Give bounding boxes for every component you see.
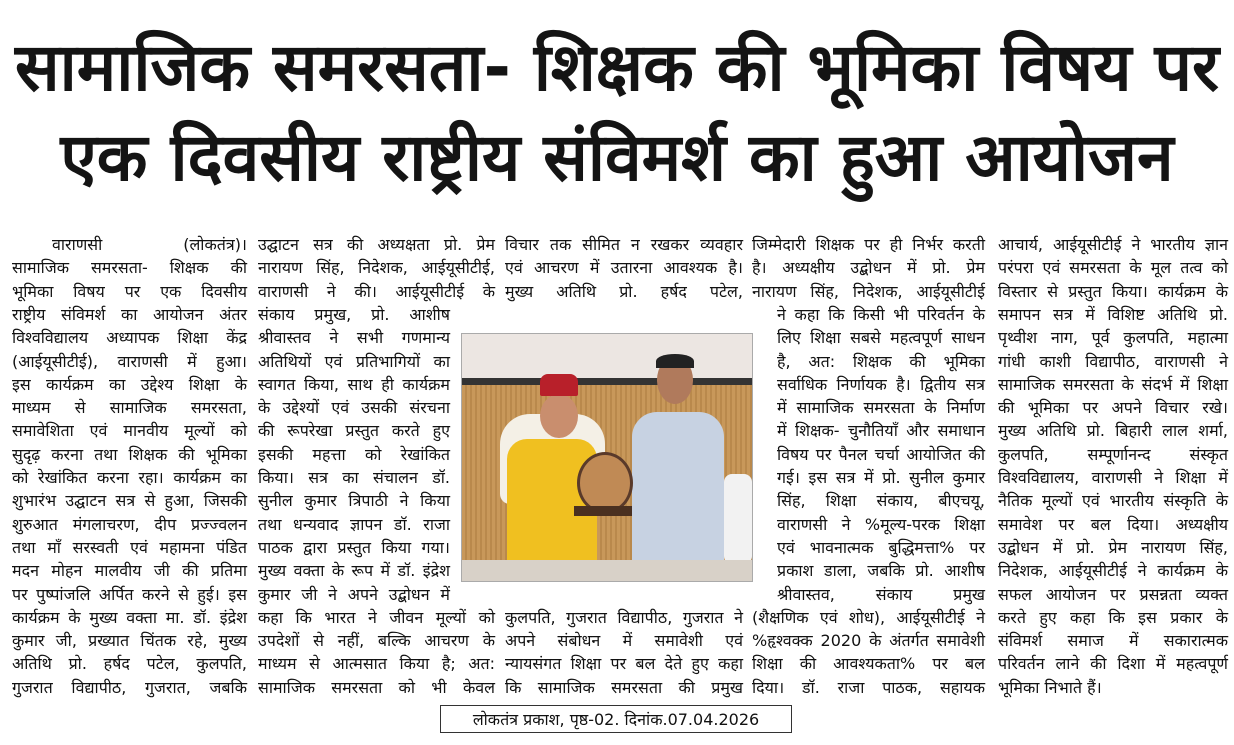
text-line: वाराणसी ने की। आईयूसीटीई के	[258, 281, 495, 301]
text-line: माध्यम से आत्मसात किया है; अत:	[258, 654, 495, 674]
text-line: भूमिका निभाते हैं।	[998, 677, 1102, 697]
text-line: संकाय प्रमुख, प्रो. आशीष	[258, 304, 450, 324]
guest-head	[540, 394, 578, 438]
text-line: है, अत: शिक्षक की भूमिका	[777, 351, 985, 371]
text-line: (आईयूसीटीई), वाराणसी में हुआ।	[12, 351, 247, 371]
event-photo	[461, 333, 753, 582]
text-line: शुरुआत मंगलाचरण, दीप प्रज्ज्वलन	[12, 514, 247, 534]
text-line: गई। इस सत्र में प्रो. सुनील कुमार	[777, 468, 985, 487]
text-line: गांधी काशी विद्यापीठ, वाराणसी ने	[998, 351, 1228, 371]
text-line: शिक्षा की आवश्यकता% पर बल	[752, 654, 985, 674]
text-line: कहा कि भारत ने जीवन मूल्यों को	[258, 607, 495, 627]
text-line: श्रीवास्तव, संकाय प्रमुख	[777, 584, 985, 604]
text-line: की भूमिका पर अपने विचार रखे।	[998, 398, 1228, 418]
text-line: समावेश पर बल दिया। अध्यक्षीय	[998, 514, 1228, 534]
text-line: कुमार जी, प्रख्यात चिंतक रहे, मुख्य	[12, 631, 247, 651]
text-line: करते हुए कहा कि इस प्रकार के	[998, 607, 1228, 627]
text-line: किया। सत्र का संचालन डॉ.	[258, 468, 450, 487]
chair	[724, 474, 752, 564]
text-line: सुनील कुमार त्रिपाठी ने किया	[258, 491, 450, 511]
text-line: में सामाजिक समरसता के निर्माण	[777, 398, 985, 418]
text-line: इसकी महत्ता को रेखांकित	[258, 444, 450, 464]
text-line: मदन मोहन मालवीय जी की प्रतिमा	[12, 561, 247, 581]
table	[462, 560, 752, 581]
text-line: के उद्देश्यों एवं उसकी संरचना	[258, 398, 450, 418]
text-line: तथा माँ सरस्वती एवं महामना पंडित	[12, 537, 247, 557]
text-line: नैतिक मूल्यों एवं भारतीय संस्कृति के	[998, 491, 1228, 511]
headline-line-2: एक दिवसीय राष्ट्रीय संविमर्श का हुआ आयोजन	[60, 119, 1174, 196]
text-line: नारायण सिंह, निदेशक, आईयूसीटीई,	[258, 258, 495, 278]
text-line: सामाजिक समरसता को भी केवल	[258, 677, 495, 697]
text-line: एवं आचरण में उतारना आवश्यक है।	[505, 258, 743, 278]
text-line: अतिथियों एवं प्रतिभागियों का	[258, 351, 450, 371]
text-line: लिए शिक्षा सबसे महत्वपूर्ण साधन	[777, 328, 985, 348]
text-line: उद्बोधन में प्रो. प्रेम नारायण सिंह,	[998, 537, 1228, 557]
text-line: अतिथि प्रो. हर्षद पटेल, कुलपति,	[12, 654, 247, 674]
projector-screen	[462, 334, 752, 385]
text-line: में शिक्षक- चुनौतियाँ और समाधान	[777, 421, 985, 441]
text-line: विस्तार से प्रस्तुत किया। कार्यक्रम के	[998, 281, 1228, 301]
text-line: कार्यक्रम के मुख्य वक्ता मा. डॉ. इंद्रेश	[12, 607, 247, 627]
text-line: नारायण सिंह, निदेशक, आईयूसीटीई	[752, 281, 985, 301]
text-line: ने कहा कि किसी भी परिवर्तन के	[777, 304, 985, 324]
text-line: %हृश्वक्क 2020 के अंतर्गत समावेशी	[752, 631, 985, 651]
guest-cap	[540, 374, 578, 396]
text-line: सामाजिक समरसता के संदर्भ में शिक्षा	[998, 374, 1228, 394]
text-line: परिवर्तन लाने की दिशा में महत्वपूर्ण	[998, 654, 1228, 674]
text-line: को रेखांकित करना रहा। कार्यक्रम का	[12, 468, 247, 487]
text-line: भूमिका विषय पर एक दिवसीय	[12, 281, 247, 301]
text-line: शुभारंभ उद्घाटन सत्र से हुआ, जिसकी	[12, 491, 247, 511]
headline-line-1: सामाजिक समरसता- शिक्षक की भूमिका विषय पर	[15, 29, 1219, 106]
text-line: माध्यम से सामाजिक समरसता,	[12, 398, 247, 418]
text-line: विषय पर पैनल चर्चा आयोजित की	[777, 444, 985, 464]
text-line: सफल आयोजन पर प्रसन्नता व्यक्त	[998, 584, 1228, 604]
host-hair	[656, 354, 694, 368]
text-line: मुख्य अतिथि प्रो. बिहारी लाल शर्मा,	[998, 421, 1228, 441]
text-line: कुलपति, गुजरात विद्यापीठ, गुजरात ने	[505, 607, 743, 627]
text-line: विचार तक सीमित न रखकर व्यवहार	[505, 235, 743, 254]
text-line: मुख्य अतिथि प्रो. हर्षद पटेल,	[505, 281, 743, 301]
host-figure	[632, 412, 724, 567]
text-line: (शैक्षणिक एवं शोध), आईयूसीटीई ने	[752, 607, 985, 627]
text-line: सामाजिक समरसता- शिक्षक की	[12, 258, 247, 278]
text-line: उपदेशों से नहीं, बल्कि आचरण के	[258, 631, 495, 651]
text-line: सिंह, शिक्षा संकाय, बीएचयू,	[777, 491, 985, 511]
text-line: जिम्मेदारी शिक्षक पर ही निर्भर करती	[752, 235, 985, 254]
text-line: प्रकाश डाला, जबकि प्रो. आशीष	[777, 561, 985, 581]
text-line: उद्घाटन सत्र की अध्यक्षता प्रो. प्रेम	[258, 235, 495, 254]
text-line: पर पुष्पांजलि अर्पित करने से हुई। इस	[12, 584, 247, 604]
text-line: राष्ट्रीय संविमर्श का आयोजन अंतर	[12, 304, 247, 324]
text-line: कुमार जी ने अपने उद्बोधन में	[258, 584, 450, 604]
text-line: मुख्य वक्ता के रूप में डॉ. इंद्रेश	[258, 561, 450, 581]
text-line: की रूपरेखा प्रस्तुत करते हुए	[258, 421, 450, 441]
text-line: पृथ्वीश नाग, पूर्व कुलपति, महात्मा	[998, 328, 1228, 348]
text-line: इस कार्यक्रम का उद्देश्य शिक्षा के	[12, 374, 247, 394]
text-line: कुलपति, सम्पूर्णानन्द संस्कृत	[998, 444, 1228, 464]
text-line: श्रीवास्तव ने सभी गणमान्य	[258, 328, 450, 348]
text-line: सुदृढ़ करना तथा शिक्षक की भूमिका	[12, 444, 247, 464]
text-line: परंपरा एवं समरसता के मूल तत्व को	[998, 258, 1228, 278]
text-line: अपने संबोधन में समावेशी एवं	[505, 631, 743, 651]
text-line: समावेशिता एवं मानवीय मूल्यों को	[12, 421, 247, 441]
text-line: दिया। डॉ. राजा पाठक, सहायक	[752, 677, 985, 697]
text-line: विश्वविद्यालय, वाराणसी ने शिक्षा में	[998, 468, 1228, 487]
text-line: पाठक द्वारा प्रस्तुत किया गया।	[258, 537, 450, 557]
text-line: आचार्य, आईयूसीटीई ने भारतीय ज्ञान	[998, 235, 1228, 254]
source-caption: लोकतंत्र प्रकाश, पृष्ठ-02. दिनांक.07.04.2026	[440, 705, 792, 733]
text-line: एवं भावनात्मक बुद्धिमत्ता% पर	[777, 537, 985, 557]
text-line: कि सामाजिक समरसता की प्रमुख	[505, 677, 743, 697]
text-line: वाराणसी ने %मूल्य-परक शिक्षा	[777, 514, 985, 534]
text-line: विश्वविद्यालय अध्यापक शिक्षा केंद्र	[12, 328, 247, 348]
text-line: वाराणसी (लोकतंत्र)।	[52, 235, 247, 254]
text-line: है। अध्यक्षीय उद्बोधन में प्रो. प्रेम	[752, 258, 985, 278]
text-line: समापन सत्र में विशिष्ट अतिथि प्रो.	[998, 304, 1228, 324]
text-line: निदेशक, आईयूसीटीई ने कार्यक्रम के	[998, 561, 1228, 581]
memento-base	[574, 506, 632, 516]
text-line: संविमर्श समाज में सकारात्मक	[998, 631, 1228, 651]
text-line: न्यायसंगत शिक्षा पर बल देते हुए कहा	[505, 654, 743, 674]
text-line: स्वागत किया, साथ ही कार्यक्रम	[258, 374, 450, 394]
text-line: सर्वाधिक निर्णायक है। द्वितीय सत्र	[777, 374, 985, 394]
memento-trophy	[577, 452, 633, 514]
text-line: तथा धन्यवाद ज्ञापन डॉ. राजा	[258, 514, 450, 534]
text-line: गुजरात विद्यापीठ, गुजरात, जबकि	[12, 677, 247, 697]
